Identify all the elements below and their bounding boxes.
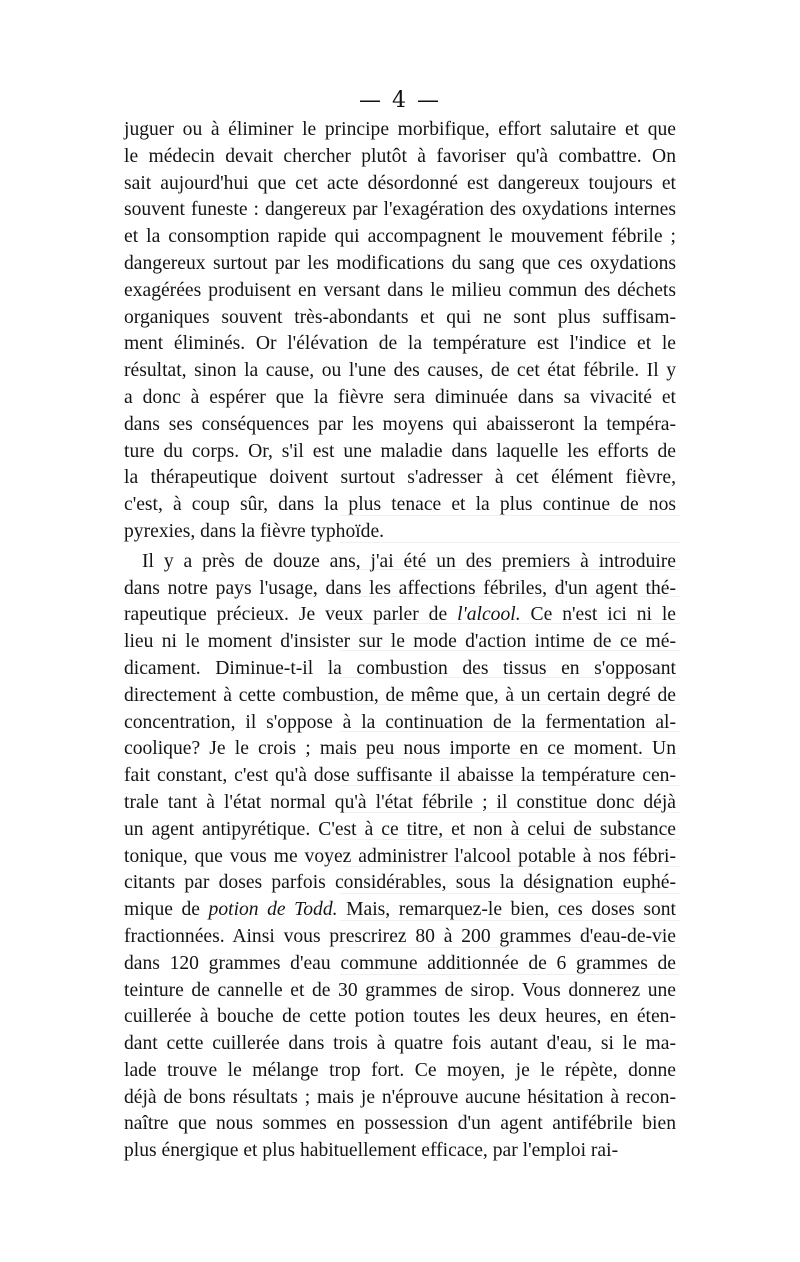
text-line: dans 120 grammes d'eau commune additionnée de 6 grammes de (124, 952, 676, 974)
text-line: souvent funeste : dangereux par l'exagération des oxydations internes (124, 199, 676, 221)
text-line: coolique? Je le crois ; mais peu nous importe en ce moment. Un (124, 738, 676, 760)
text-line: rapeutique précieux. Je veux parler de l'alcool. Ce n'est ici ni le (124, 604, 676, 626)
text-line: ment éliminés. Or l'élévation de la température est l'indice et le (124, 333, 676, 355)
text-line: et la consomption rapide qui accompagnent le mouvement fébrile ; (124, 226, 676, 248)
text-line: sait aujourd'hui que cet acte désordonné est dangereux toujours et (124, 172, 676, 194)
text-line: c'est, à coup sûr, dans la plus tenace et la plus continue de nos (124, 494, 676, 516)
text-line: naître que nous sommes en possession d'un agent antifébrile bien (124, 1113, 676, 1135)
text-line: ture du corps. Or, s'il est une maladie dans laquelle les efforts de (124, 440, 676, 462)
text-line: dans ses conséquences par les moyens qui abaisseront la tempéra- (124, 413, 676, 435)
text-line: cuillerée à bouche de cette potion toutes les deux heures, en éten- (124, 1006, 676, 1028)
text-line: directement à cette combustion, de même que, à un certain degré de (124, 684, 676, 706)
paragraph-2 (124, 549, 676, 1165)
text-line: lieu ni le moment d'insister sur le mode d'action intime de ce mé- (124, 631, 676, 653)
text-line: pyrexies, dans la fièvre typhoïde. (124, 520, 385, 542)
text-line: déjà de bons résultats ; mais je n'éprouve aucune hésitation à recon- (124, 1086, 676, 1108)
text-line: dangereux surtout par les modifications du sang que ces oxydations (124, 252, 676, 274)
text-line: dans notre pays l'usage, dans les affections fébriles, d'un agent thé- (124, 577, 676, 599)
text-line: concentration, il s'oppose à la continuation de la fermentation al- (124, 711, 676, 733)
text-line: un agent antipyrétique. C'est à ce titre, et non à celui de substance (124, 818, 676, 840)
body-text (124, 117, 676, 1165)
page-number: — 4 — (359, 88, 441, 113)
text-line: dant cette cuillerée dans trois à quatre fois autant d'eau, si le ma- (124, 1033, 676, 1055)
text-line: mique de potion de Todd. Mais, remarquez-le bien, ces doses sont (124, 899, 676, 921)
paragraph-1 (124, 117, 676, 546)
text-line: teinture de cannelle et de 30 grammes de sirop. Vous donnerez une (124, 979, 676, 1001)
text-line: lade trouve le mélange trop fort. Ce moyen, je le répète, donne (124, 1059, 676, 1081)
text-line: trale tant à l'état normal qu'à l'état fébrile ; il constitue donc déjà (124, 791, 676, 813)
text-line: fractionnées. Ainsi vous prescrirez 80 à 200 grammes d'eau-de-vie (124, 925, 676, 947)
text-line: résultat, sinon la cause, ou l'une des causes, de cet état fébrile. Il y (124, 360, 676, 382)
text-line: citants par doses parfois considérables, sous la désignation euphé- (124, 872, 676, 894)
text-line: juguer ou à éliminer le principe morbifique, effort salutaire et que (124, 119, 676, 140)
text-line: tonique, que vous me voyez administrer l'alcool potable à nos fébri- (124, 845, 676, 867)
text-line: dicament. Diminue-t-il la combustion des tissus en s'opposant (124, 657, 676, 679)
text-line: organiques souvent très-abondants et qui ne sont plus suffisam- (124, 306, 676, 328)
text-line: le médecin devait chercher plutôt à favoriser qu'à combattre. On (124, 145, 676, 167)
text-line: Il y a près de douze ans, j'ai été un des premiers à introduire (142, 550, 676, 572)
text-line: plus énergique et plus habituellement efficace, par l'emploi rai- (124, 1140, 619, 1162)
text-line: exagérées produisent en versant dans le milieu commun des déchets (124, 279, 676, 301)
text-line: a donc à espérer que la fièvre sera diminuée dans sa vivacité et (124, 386, 676, 408)
text-line: la thérapeutique doivent surtout s'adresser à cet élément fièvre, (124, 467, 676, 489)
text-line: fait constant, c'est qu'à dose suffisante il abaisse la température cen- (124, 765, 676, 787)
